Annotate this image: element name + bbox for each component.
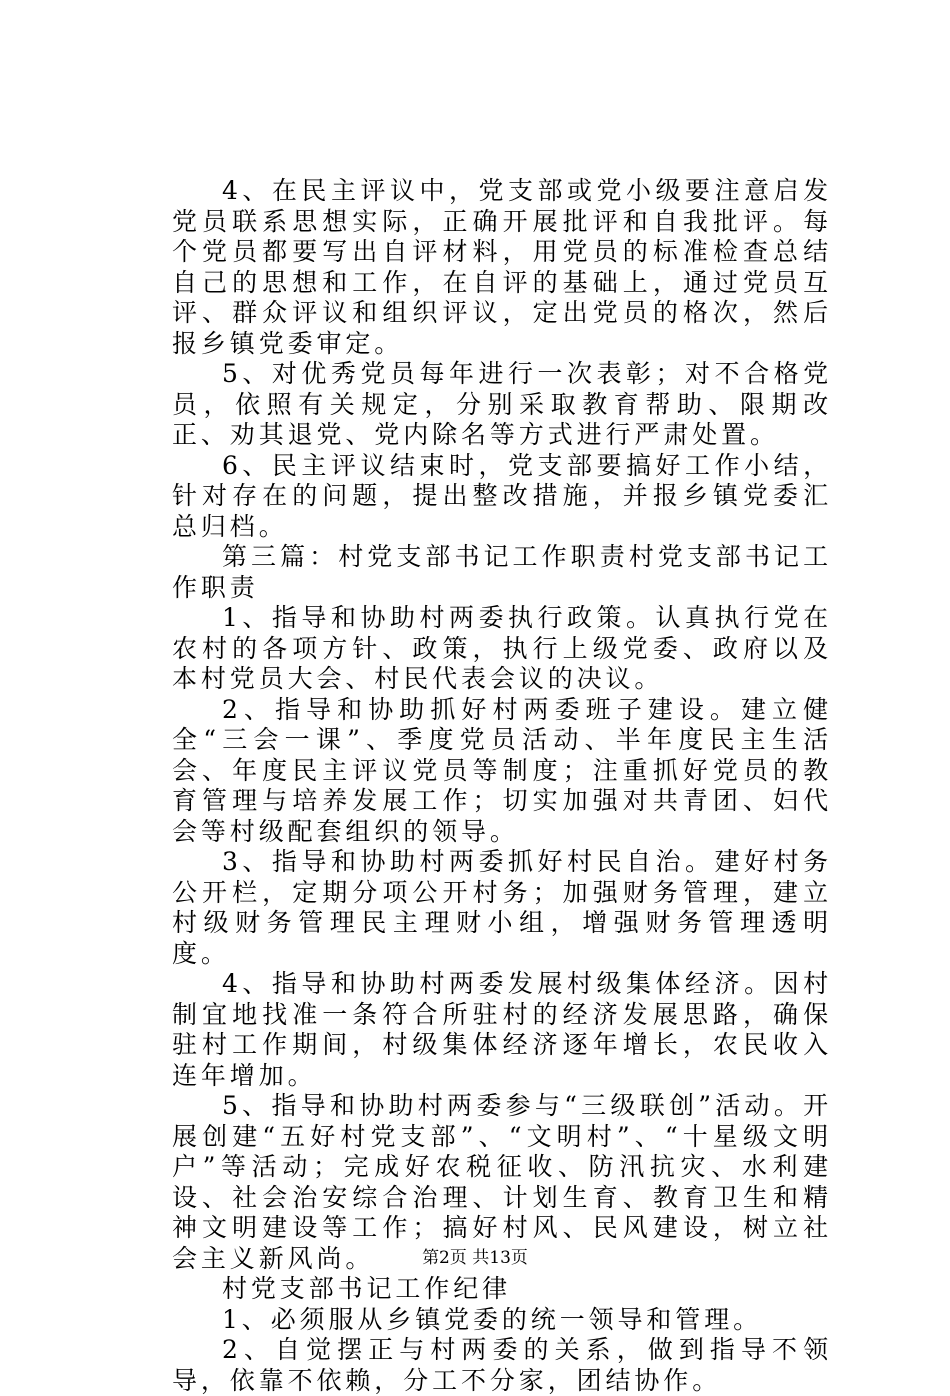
document-body [172,176,832,1396]
section-heading-discipline: 村党支部书记工作纪律 [222,1274,512,1303]
paragraph-item-5-commendation: 5、对优秀党员每年进行一次表彰；对不合格党员，依照有关规定，分别采取教育帮助、限期改正、劝其退党、党内除名等方式进行严肃处置。 [172,359,832,449]
paragraph-duty-5: 5、指导和协助村两委参与“三级联创”活动。开展创建“五好村党支部”、“文明村”、“十星级文明户”等活动；完成好农税征收、防汛抗灾、水利建设、社会治安综合治理、计划生育、教育卫生和精神文明建设等工作；搞好村风、民风建设，树立社会主义新风尚。 [172,1091,832,1273]
paragraph-item-6-summary: 6、民主评议结束时，党支部要搞好工作小结，针对存在的问题，提出整改措施，并报乡镇党委汇总归档。 [172,450,832,541]
paragraph-duty-4: 4、指导和协助村两委发展村级集体经济。因村制宜地找准一条符合所驻村的经济发展思路，确保驻村工作期间，村级集体经济逐年增长，农民收入连年增加。 [172,969,832,1090]
paragraph-item-4-evaluation: 4、在民主评议中，党支部或党小级要注意启发党员联系思想实际，正确开展批评和自我批评。每个党员都要写出自评材料，用党员的标准检查总结自己的思想和工作，在自评的基础上，通过党员互评、群众评议和组织评议，定出党员的格次，然后报乡镇党委审定。 [172,176,832,358]
paragraph-discipline-1: 1、必须服从乡镇党委的统一领导和管理。 [222,1304,763,1334]
page-number-footer: 第2页 共13页 [422,1248,528,1268]
paragraph-duty-3: 3、指导和协助村两委抓好村民自治。建好村务公开栏，定期分项公开村务；加强财务管理，建立村级财务管理民主理财小组，增强财务管理透明度。 [172,847,832,968]
paragraph-duty-2: 2、指导和协助抓好村两委班子建设。建立健全“三会一课”、季度党员活动、半年度民主生活会、年度民主评议党员等制度；注重抓好党员的教育管理与培养发展工作；切实加强对共青团、妇代会等村级配套组织的领导。 [172,694,832,846]
paragraph-discipline-2: 2、自觉摆正与村两委的关系，做到指导不领导，依靠不依赖，分工不分家，团结协作。 [172,1335,832,1395]
paragraph-duty-1: 1、指导和协助村两委执行政策。认真执行党在农村的各项方针、政策，执行上级党委、政府以及本村党员大会、村民代表会议的决议。 [172,603,832,693]
section-heading-chapter-three: 第三篇：村党支部书记工作职责村党支部书记工作职责 [172,542,832,602]
